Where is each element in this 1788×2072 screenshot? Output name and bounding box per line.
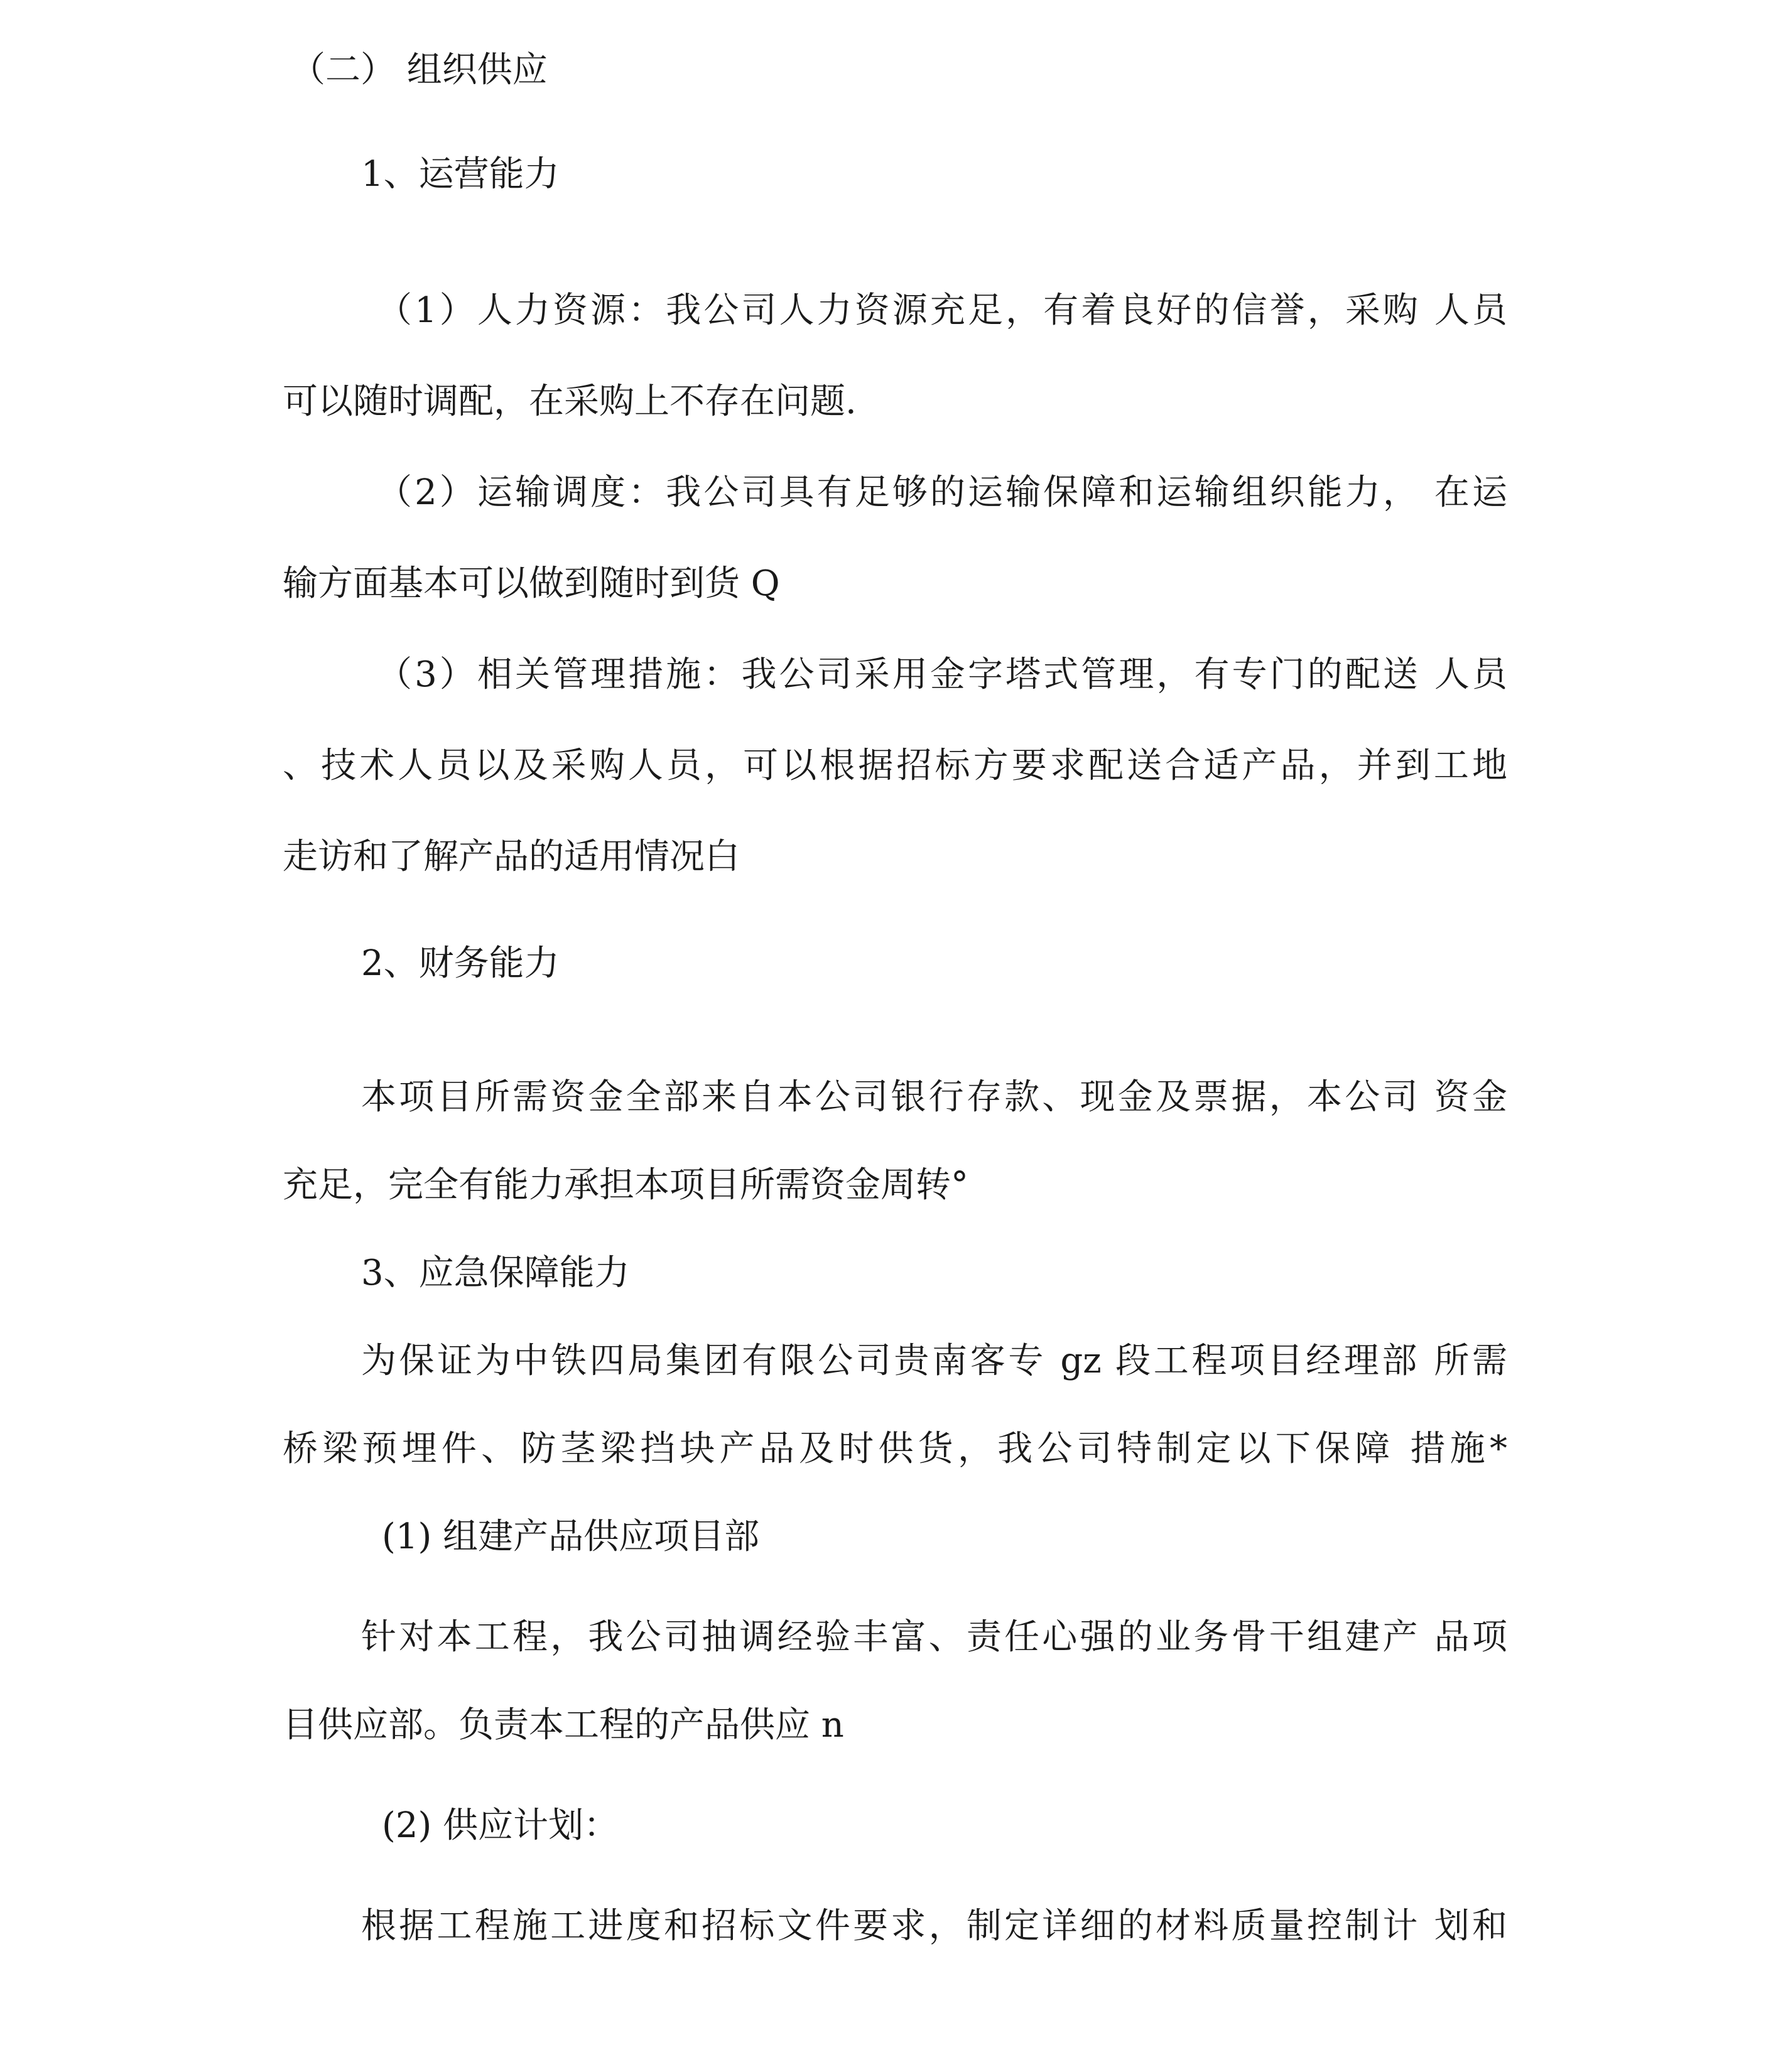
paragraph-line: 针对本工程，我公司抽调经验丰富、责任心强的业务骨干组建产 品项 [361, 1617, 1507, 1658]
paragraph-line: （2）运输调度：我公司具有足够的运输保障和运输组织能力， 在运 [377, 472, 1507, 513]
paragraph-line: 本项目所需资金全部来自本公司银行存款、现金及票据，本公司 资金 [361, 1077, 1507, 1118]
paragraph-line: 目供应部。负责本工程的产品供应 n [283, 1705, 844, 1746]
heading-operating-capacity: 1、运营能力 [361, 154, 560, 195]
subheading-project-department: (1) 组建产品供应项目部 [382, 1516, 760, 1557]
heading-emergency-capacity: 3、应急保障能力 [361, 1253, 630, 1293]
subheading-supply-plan: (2) 供应计划： [382, 1805, 619, 1846]
paragraph-line: 为保证为中铁四局集团有限公司贵南客专 gz 段工程项目经理部 所需 [361, 1341, 1507, 1381]
paragraph-line: 桥梁预埋件、防茎梁挡块产品及时供货，我公司特制定以下保障 措施* [283, 1428, 1507, 1469]
paragraph-line: （1）人力资源：我公司人力资源充足，有着良好的信誉，采购 人员 [377, 290, 1507, 331]
section-heading: （二） 组织供应 [290, 50, 548, 90]
paragraph-line: 、技术人员以及采购人员，可以根据招标方要求配送合适产品，并到工地 [283, 745, 1507, 786]
paragraph-line: 可以随时调配，在采购上不存在问题. [283, 381, 857, 422]
paragraph-line: 走访和了解产品的适用情况白 [283, 836, 740, 877]
heading-financial-capacity: 2、财务能力 [361, 943, 560, 984]
paragraph-line: （3）相关管理措施：我公司采用金字塔式管理，有专门的配送 人员 [377, 654, 1507, 695]
paragraph-line: 根据工程施工进度和招标文件要求，制定详细的材料质量控制计 划和 [361, 1906, 1507, 1946]
paragraph-line: 输方面基本可以做到随时到货 Q [283, 563, 780, 604]
paragraph-line: 充足，完全有能力承担本项目所需资金周转° [283, 1165, 968, 1206]
